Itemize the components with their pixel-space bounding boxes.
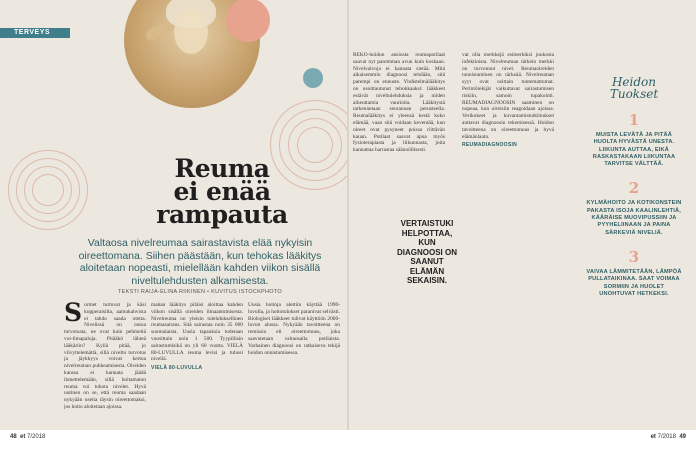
- tip-item: [586, 180, 682, 236]
- page-number-left: 48: [10, 434, 17, 440]
- tip-text: MUISTA LEVÄTÄ JA PITÄÄ HUOLTA HYVÄSTÄ UNESTA. LIIKUNTA AUTTAA, EIKÄ RASKASTAKAAN LIIKUNTAA TARVITSE VÄLTTÄÄ.: [592, 132, 676, 168]
- sidebar-title: [586, 76, 682, 100]
- tip-text: KYLMÄHOITO JA KOTIKONSTEIN PAKASTA ISOJA KAALINLEHTIÄ, KÄÄRÄISE MUOVIPUSSIIN JA PYYHELIINAAN JA PAINA SÄRKEVIÄ NIVELIÄ.: [586, 200, 682, 236]
- subhead-left: VIELÄ 80-LUVULLA: [151, 365, 203, 372]
- body-column-2: [151, 302, 243, 422]
- body-text-col-5: vat olla merkkejä esimerkiksi joukosta infektioista. Nivelreuman tärkein merkki on turvonnut nivel. Reumaoireiden tunnistaminen on tärkeää. Nivelreuman syyt ovat osittain tuntemattomat. Perintötekijät vaikuttavat sairastumisen riskiin, samoin tupakointi. REUMADIAGNOOSIN saaminen on nopeaa, kun oireisiin reagoidaan ajoissa. Verikokeet ja kuvantamistutkimukset auttavat diagnoosin tekemisessä. Hoidon tavoitteena on oireettomuus ja hyvä elämänlaatu.: [462, 52, 554, 140]
- headline-line-3: rampauta: [156, 200, 288, 229]
- tips-sidebar: [586, 76, 682, 298]
- tip-item: [586, 249, 682, 298]
- teal-decor-circle: [303, 68, 323, 88]
- pull-quote: VERTAISTUKI HELPOTTAA, KUN DIAGNOOSI ON SAANUT ELÄMÄN SEKAISIN.: [397, 217, 457, 288]
- folio-right: [651, 434, 686, 440]
- article-lead: Valtaosa nivelreumaa sairastavista elää nykyisin oireettomana. Siihen päästään, kun tehokas lääkitys aloitetaan nopeasti, mielellään kahden viikon sisällä niveltulehdusten alkamisesta.: [78, 237, 322, 287]
- subhead-right: REUMADIAGNOOSIN: [462, 142, 518, 149]
- salmon-decor-circle: [226, 0, 270, 42]
- tip-item: [586, 112, 682, 168]
- headline-line-1: Reuma: [174, 154, 270, 183]
- sidebar-title-line-1: Heidon: [611, 75, 657, 89]
- page-number-right: 49: [679, 434, 686, 440]
- body-text-col-4: REKO-hoidon ansiosta reumapotilaat saavat nyt paremman avun kuin koskaan. Nivelvaivoja ei kannata sietää. Mitä aikaisemmin diagnoosi tehdään, sitä parempi on ennuste. Yhdistelmälääkitys on osoittautunut tehokkaaksi: lääkkeet estävät niveltulehduksia ja niiden aiheuttamia vaurioita. Lääkitystä tarkennetaan seurannan perusteella. Reumalääkitys ei yleensä kestä koko elämää, vaan sitä voidaan keventää, kun oireet ovat pysyneet poissa riittävän kauan. Potilaat saavat apua myös fysioterapiasta ja liikunnasta, joita kannattaa harrastaa säännöllisesti.: [353, 52, 445, 154]
- body-text-col-2: mahan lääkitys pitäisi aloittaa kahden viikon sisällä oireiden ilmaantumisesta. Nivelreuma on yleisin tulehduksellinen reumasairaus. Sitä sairastaa noin 35 000 suomalaista. Uusia tapauksia todetaan vuosittain noin 1 500. Tyypillisin sairastumisikä on yli 60 vuotta. VIELÄ 80-LUVULLA reuma levisi ja tuhosi niveliä.: [151, 302, 243, 363]
- magazine-name-right: et: [650, 434, 656, 440]
- sidebar-title-line-2: Tuokset: [609, 87, 659, 101]
- tip-number: 2: [628, 179, 640, 198]
- article-byline: TEKSTI RAIJA-ELINA RIIKINEN • KUVITUS ISTOCKPHOTO: [117, 289, 283, 295]
- headline-line-2: ei enää: [173, 177, 271, 206]
- tip-text: VAIVAA LÄMMITETÄÄN, LÄMPÖÄ PULLATAIKINAA. SAAT VOIMAA SORMIIN JA HUOLET UNOHTUVAT HETKEKSI.: [586, 268, 682, 297]
- portrait-face: [174, 10, 208, 54]
- tip-number: 1: [628, 111, 640, 129]
- body-column-3: [248, 302, 340, 422]
- article-headline: [142, 154, 302, 229]
- tip-number: 3: [628, 247, 640, 266]
- drop-cap: S: [64, 302, 83, 327]
- magazine-name-left: et: [20, 434, 26, 440]
- section-label: TERVEYS: [14, 29, 51, 36]
- body-text-col-1: ormet turtuvat ja käsi kopperaisilta, aamukahvista ei tahdo saada otetta. Nivelissä on outoa turvotusta, ne ovat kuin pehmeitä voi-limapaloja. Pitääkö lähteä lääkäriin? Kyllä pitää, jo viivyttelemättä, sillä niveltu turvotus ja jäykkyys voivat kertoa nivelreuman puhkeamisesta. Oireiden kanssa ei kannata jäädä ihmettelemään, sillä hoitamaton reuma voi tuhota nivelet. Hyvä uutinen on se, että reuma saadaan nykyään useita täysin oireettomaksi, jos hoito aloitetaan ajoissa.: [64, 302, 146, 410]
- folio-left: [10, 434, 45, 440]
- ring-decor-left-4: [32, 174, 64, 206]
- body-column-5: [462, 52, 554, 420]
- left-page: [0, 0, 347, 430]
- body-column-1: [64, 302, 146, 422]
- section-tab: [0, 28, 70, 38]
- ring-decor-right-4: [297, 127, 333, 163]
- body-text-col-3: Uusia hoitoja alettiin käyttää 1990-luvulla, ja hoitotulokset paranivat selvästi. Biologiset lääkkeet tulivat käyttöön 2000-luvun alussa. Nykyään tavoitteena on remissio eli oireettomuus, joka saavutetaan valtaosalla potilaista. Varhainen diagnoosi on ratkaiseva tekijä hoidon onnistumisessa.: [248, 302, 340, 356]
- issue-right: 7/2018: [657, 434, 676, 440]
- issue-left: 7/2018: [27, 434, 46, 440]
